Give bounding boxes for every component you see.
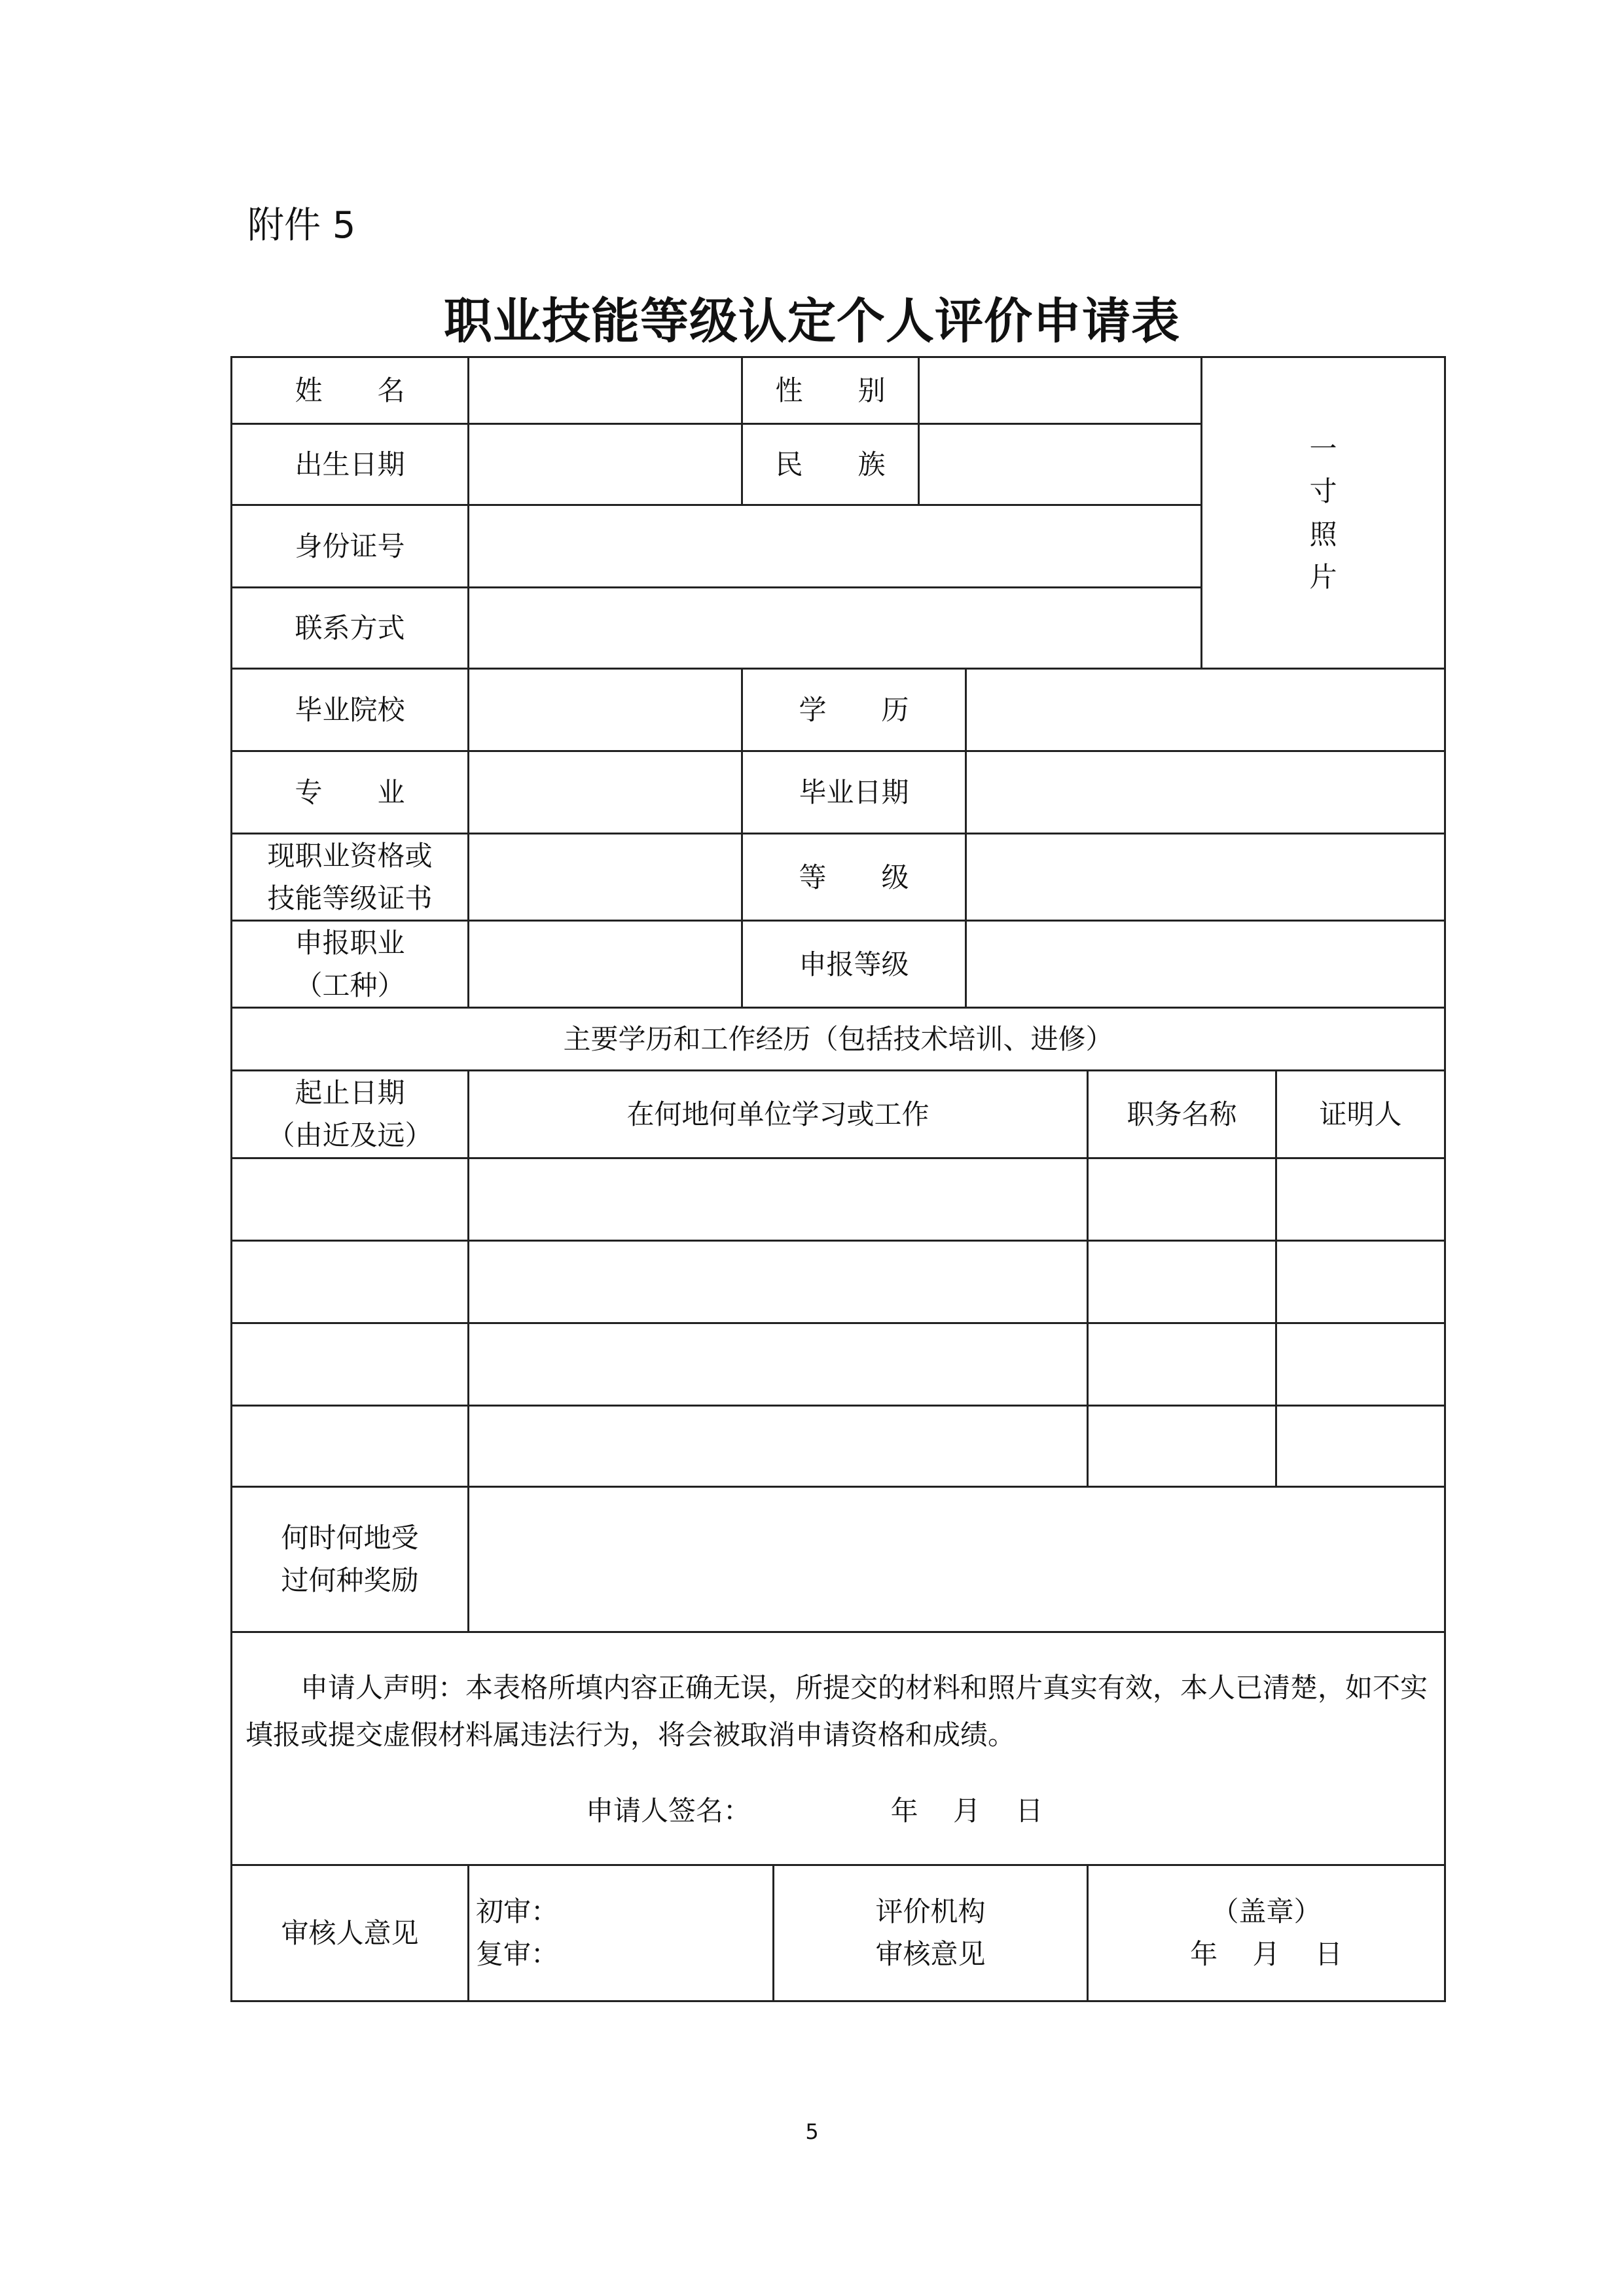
awards-field[interactable]: [469, 1486, 1445, 1632]
org-review-line: 评价机构: [875, 1895, 986, 1928]
first-review-label: 初审：: [476, 1895, 559, 1928]
table-row: [232, 1158, 1445, 1240]
org-review-label: [774, 1865, 1088, 2001]
history-date-cell[interactable]: [232, 1240, 469, 1323]
current-cert-line: 技能等级证书: [267, 882, 433, 915]
history-witness-cell[interactable]: [1276, 1240, 1445, 1323]
photo-char: 照: [1309, 518, 1337, 550]
history-date-header-line: 起止日期: [295, 1077, 405, 1109]
history-section-title: 主要学历和工作经历（包括技术培训、进修）: [232, 1008, 1445, 1071]
school-field[interactable]: [469, 669, 742, 751]
photo-box[interactable]: [1202, 357, 1445, 669]
contact-field[interactable]: [469, 588, 1202, 669]
history-date-cell[interactable]: [232, 1405, 469, 1486]
apply-job-field[interactable]: [469, 921, 742, 1008]
ethnicity-label: 民 族: [742, 424, 919, 505]
history-witness-cell[interactable]: [1276, 1405, 1445, 1486]
photo-char: 寸: [1309, 475, 1337, 508]
level-label: 等 级: [742, 834, 966, 921]
history-date-header-line: （由近及远）: [267, 1119, 433, 1152]
history-place-cell[interactable]: [469, 1240, 1088, 1323]
id-number-label: 身份证号: [232, 505, 469, 588]
history-witness-cell[interactable]: [1276, 1158, 1445, 1240]
birth-label: 出生日期: [232, 424, 469, 505]
history-position-header: 职务名称: [1088, 1071, 1276, 1158]
history-place-header: 在何地何单位学习或工作: [469, 1071, 1088, 1158]
school-label: 毕业院校: [232, 669, 469, 751]
grad-date-field[interactable]: [966, 751, 1445, 834]
page-number: 5: [805, 2119, 819, 2144]
ethnicity-field[interactable]: [919, 424, 1202, 505]
history-place-cell[interactable]: [469, 1405, 1088, 1486]
apply-job-label: [232, 921, 469, 1008]
apply-level-field[interactable]: [966, 921, 1445, 1008]
form-title: 职业技能等级认定个人评价申请表: [444, 293, 1180, 350]
name-field[interactable]: [469, 357, 742, 424]
gender-label: 性 别: [742, 357, 919, 424]
org-review-line: 审核意见: [875, 1938, 986, 1971]
attachment-label: 附件 5: [247, 204, 356, 247]
history-date-cell[interactable]: [232, 1323, 469, 1405]
application-form-table: [230, 356, 1446, 2002]
declaration-text: 申请人声明：本表格所填内容正确无误，所提交的材料和照片真实有效，本人已清楚，如不实填报或提交虚假材料属违法行为，将会被取消申请资格和成绩。: [245, 1672, 1428, 1751]
reviewer-label: 审核人意见: [232, 1865, 469, 2001]
table-row: [232, 1323, 1445, 1405]
history-position-cell[interactable]: [1088, 1323, 1276, 1405]
current-cert-label: [232, 834, 469, 921]
major-label: 专 业: [232, 751, 469, 834]
apply-job-line: （工种）: [295, 969, 405, 1002]
table-row: [232, 1405, 1445, 1486]
id-number-field[interactable]: [469, 505, 1202, 588]
current-cert-field[interactable]: [469, 834, 742, 921]
review-first-second-cell[interactable]: [469, 1865, 774, 2001]
history-position-cell[interactable]: [1088, 1240, 1276, 1323]
education-label: 学 历: [742, 669, 966, 751]
gender-field[interactable]: [919, 357, 1202, 424]
table-row: [232, 1240, 1445, 1323]
birth-field[interactable]: [469, 424, 742, 505]
second-review-label: 复审：: [476, 1938, 559, 1971]
history-position-cell[interactable]: [1088, 1405, 1276, 1486]
history-witness-header: 证明人: [1276, 1071, 1445, 1158]
photo-char: 一: [1309, 433, 1337, 465]
declaration-cell: [232, 1632, 1445, 1865]
awards-label-line: 何时何地受: [281, 1521, 419, 1554]
seal-label: （盖章）: [1211, 1895, 1322, 1928]
apply-job-line: 申报职业: [295, 927, 405, 960]
history-position-cell[interactable]: [1088, 1158, 1276, 1240]
major-field[interactable]: [469, 751, 742, 834]
awards-label: [232, 1486, 469, 1632]
awards-label-line: 过何种奖励: [281, 1564, 419, 1597]
history-date-header: [232, 1071, 469, 1158]
declaration-signature: 申请人签名： 年 月 日: [586, 1794, 1043, 1827]
photo-char: 片: [1309, 560, 1337, 593]
contact-label: 联系方式: [232, 588, 469, 669]
history-place-cell[interactable]: [469, 1158, 1088, 1240]
seal-cell[interactable]: [1088, 1865, 1445, 2001]
level-field[interactable]: [966, 834, 1445, 921]
education-field[interactable]: [966, 669, 1445, 751]
history-place-cell[interactable]: [469, 1323, 1088, 1405]
grad-date-label: 毕业日期: [742, 751, 966, 834]
current-cert-line: 现职业资格或: [267, 840, 433, 872]
name-label: 姓 名: [232, 357, 469, 424]
apply-level-label: 申报等级: [742, 921, 966, 1008]
history-witness-cell[interactable]: [1276, 1323, 1445, 1405]
seal-date: 年 月 日: [1190, 1938, 1343, 1971]
history-date-cell[interactable]: [232, 1158, 469, 1240]
